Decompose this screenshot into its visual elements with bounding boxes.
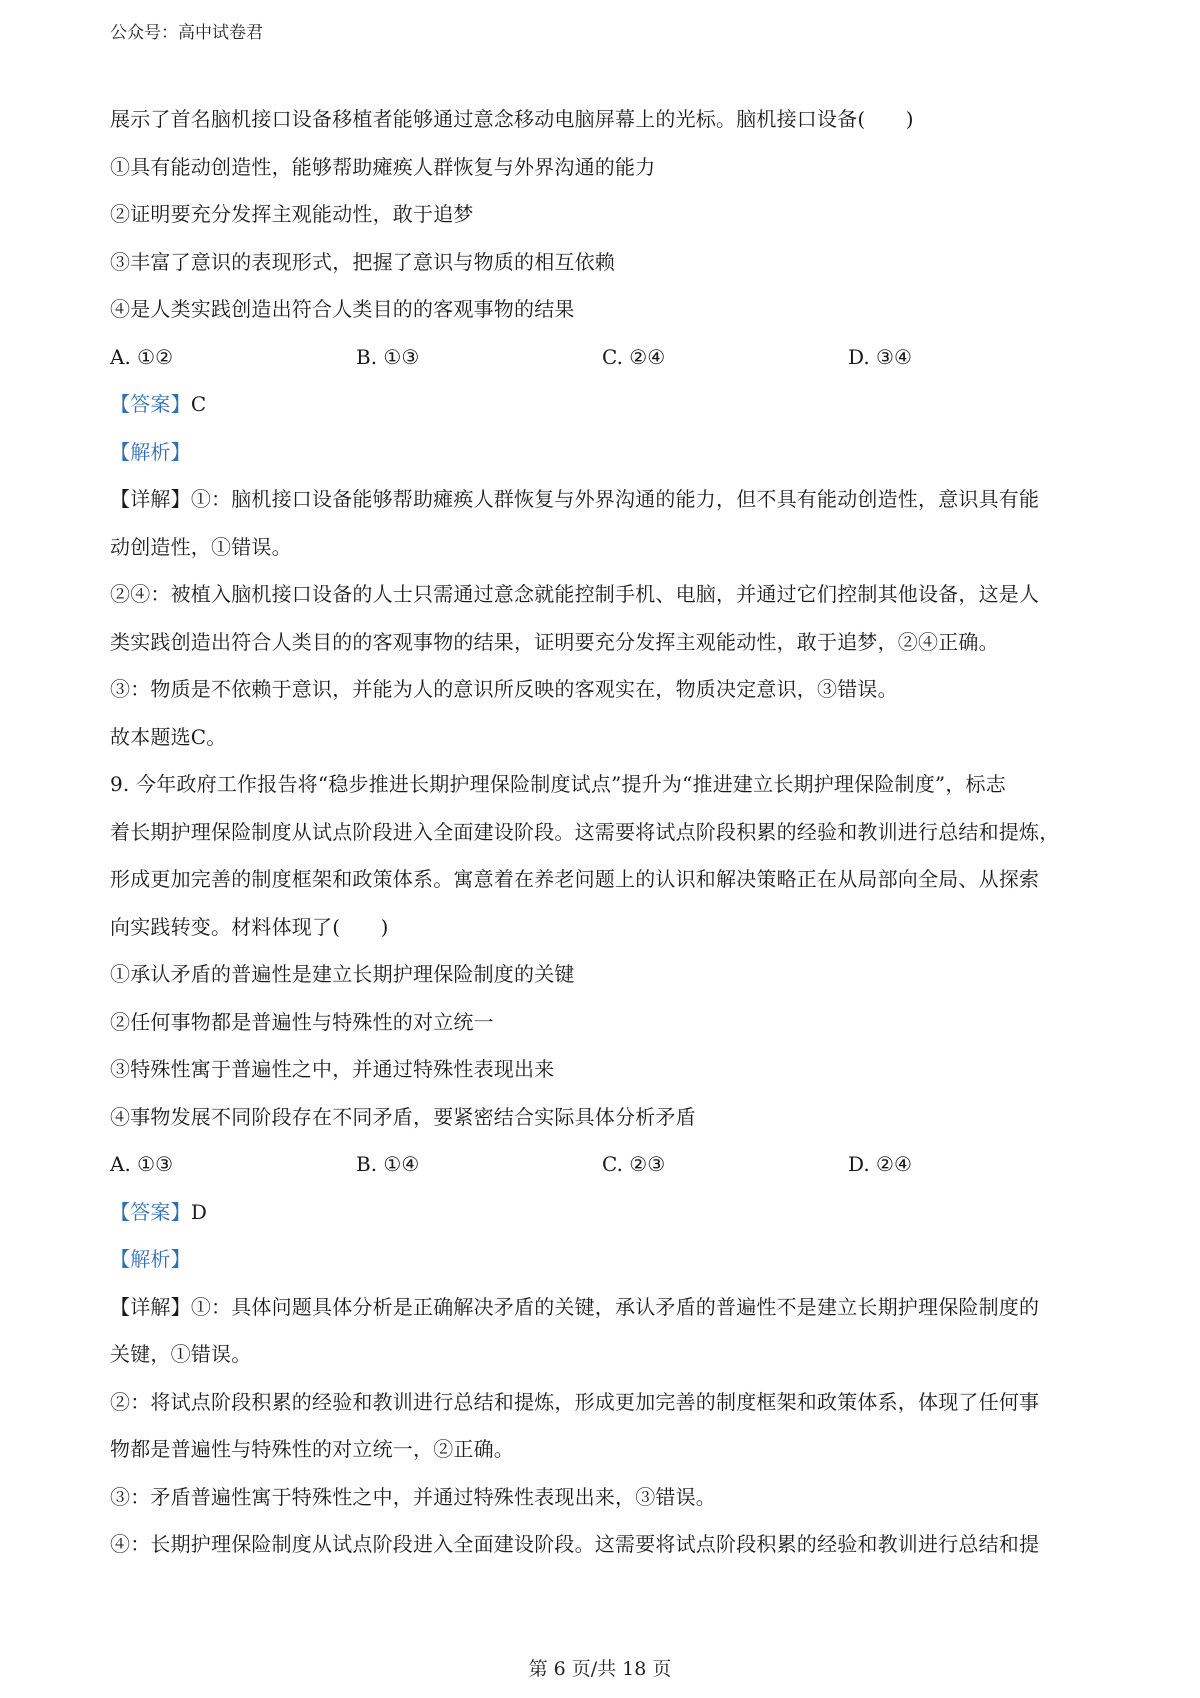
q8-options bbox=[110, 334, 1110, 382]
q9-analysis-tag: 【解析】 bbox=[110, 1247, 191, 1271]
q8-item-2: ②证明要充分发挥主观能动性，敢于追梦 bbox=[110, 202, 474, 226]
q9-analysis bbox=[110, 1236, 1110, 1284]
q9-options bbox=[110, 1141, 1110, 1189]
page-footer: 第 6 页/共 18 页 bbox=[528, 1658, 672, 1680]
q8-detail-text-1: ①：脑机接口设备能够帮助瘫痪人群恢复与外界沟通的能力，但不具有能动创造性，意识具有能 bbox=[190, 487, 1040, 511]
q8-answer-value: C bbox=[190, 392, 207, 416]
q9-detail-4: 物都是普遍性与特殊性的对立统一，②正确。 bbox=[110, 1437, 514, 1461]
q8-detail-5: ③：物质是不依赖于意识，并能为人的意识所反映的客观实在，物质决定意识，③错误。 bbox=[110, 677, 898, 701]
q8-detail-tag: 【详解】 bbox=[110, 487, 191, 511]
q9-detail-3: ②：将试点阶段积累的经验和教训进行总结和提炼，形成更加完善的制度框架和政策体系，体现了任何事 bbox=[110, 1389, 1040, 1414]
q8-item-3: ③丰富了意识的表现形式，把握了意识与物质的相互依赖 bbox=[110, 249, 615, 274]
q9-stem-3: 形成更加完善的制度框架和政策体系。寓意着在养老问题上的认识和解决策略正在从局部向全局、从探索 bbox=[110, 867, 1040, 891]
q9-item-1: ①承认矛盾的普遍性是建立长期护理保险制度的关键 bbox=[110, 962, 575, 986]
document-body bbox=[110, 96, 1110, 1569]
q8-detail-4: 类实践创造出符合人类目的的客观事物的结果，证明要充分发挥主观能动性，敢于追梦，②④正确。 bbox=[110, 629, 999, 654]
q8-detail-6: 故本题选C。 bbox=[110, 724, 227, 749]
q9-stem-4: 向实践转变。材料体现了( ) bbox=[110, 914, 389, 939]
q9-detail-text-1: ①：具体问题具体分析是正确解决矛盾的关键，承认矛盾的普遍性不是建立长期护理保险制度的 bbox=[190, 1294, 1040, 1319]
q9-option-c: C. ②③ bbox=[602, 1152, 666, 1176]
q8-option-a: A. ①② bbox=[110, 344, 174, 369]
q8-item-4: ④是人类实践创造出符合人类目的的客观事物的结果 bbox=[110, 297, 575, 321]
q9-item-3: ③特殊性寓于普遍性之中，并通过特殊性表现出来 bbox=[110, 1057, 555, 1081]
q9-answer bbox=[110, 1189, 1110, 1237]
q9-detail-1 bbox=[110, 1284, 1110, 1332]
q8-item-1: ①具有能动创造性，能够帮助瘫痪人群恢复与外界沟通的能力 bbox=[110, 154, 656, 179]
q9-stem-1: 9. 今年政府工作报告将“稳步推进长期护理保险制度试点”提升为“推进建立长期护理保险制度”，标志 bbox=[110, 772, 1006, 796]
q8-option-b: B. ①③ bbox=[356, 344, 420, 369]
q9-detail-5: ③：矛盾普遍性寓于特殊性之中，并通过特殊性表现出来，③错误。 bbox=[110, 1484, 716, 1509]
q9-detail-2: 关键，①错误。 bbox=[110, 1342, 252, 1366]
q9-detail-6: ④：长期护理保险制度从试点阶段进入全面建设阶段。这需要将试点阶段积累的经验和教训进行总结和提 bbox=[110, 1532, 1040, 1556]
q9-answer-value: D bbox=[190, 1199, 208, 1224]
q9-answer-tag: 【答案】 bbox=[110, 1199, 191, 1224]
q9-option-a: A. ①③ bbox=[110, 1152, 174, 1176]
q9-option-b: B. ①④ bbox=[356, 1152, 420, 1176]
q9-item-4: ④事物发展不同阶段存在不同矛盾，要紧密结合实际具体分析矛盾 bbox=[110, 1104, 696, 1129]
q9-item-2: ②任何事物都是普遍性与特殊性的对立统一 bbox=[110, 1009, 494, 1034]
q9-detail-tag: 【详解】 bbox=[110, 1294, 191, 1319]
q8-detail-1 bbox=[110, 476, 1110, 524]
q8-answer-tag: 【答案】 bbox=[110, 392, 191, 416]
q9-stem-2: 着长期护理保险制度从试点阶段进入全面建设阶段。这需要将试点阶段积累的经验和教训进行总结和提炼， bbox=[110, 819, 1060, 844]
q8-stem: 展示了首名脑机接口设备移植者能够通过意念移动电脑屏幕上的光标。脑机接口设备( ) bbox=[110, 107, 914, 131]
q8-answer bbox=[110, 381, 1110, 429]
q8-analysis bbox=[110, 429, 1110, 477]
q9-option-d: D. ②④ bbox=[848, 1152, 912, 1176]
q8-option-c: C. ②④ bbox=[602, 344, 666, 369]
q8-analysis-tag: 【解析】 bbox=[110, 439, 191, 464]
page-header: 公众号：高中试卷君 bbox=[110, 23, 263, 43]
q8-detail-2: 动创造性，①错误。 bbox=[110, 534, 292, 559]
q8-option-d: D. ③④ bbox=[848, 344, 912, 369]
q8-detail-3: ②④：被植入脑机接口设备的人士只需通过意念就能控制手机、电脑，并通过它们控制其他设备，这是人 bbox=[110, 582, 1040, 606]
